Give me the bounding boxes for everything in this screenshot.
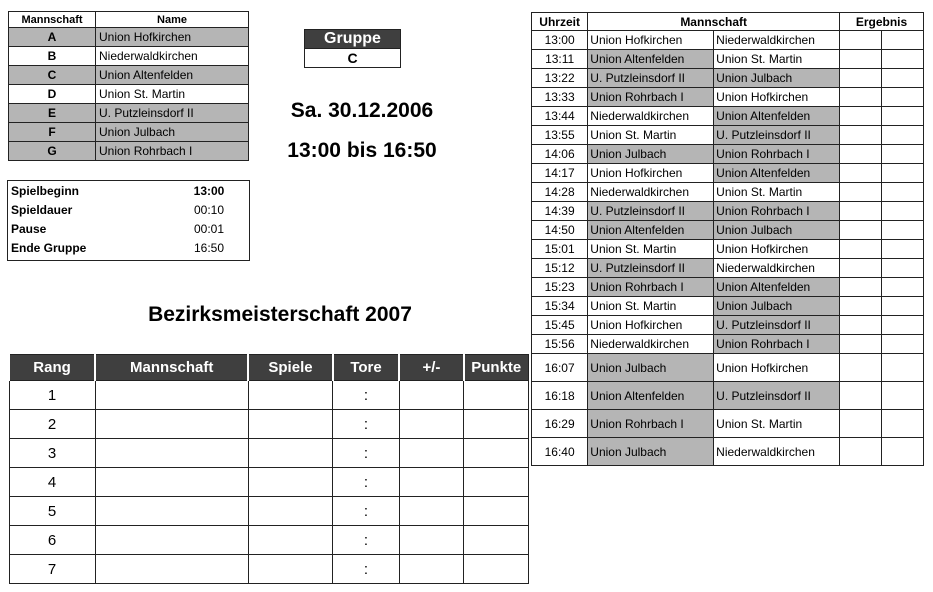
match-result-home — [840, 202, 882, 221]
match-home-team: Union Rohrbach I — [588, 278, 714, 297]
info-label: Ende Gruppe — [11, 240, 87, 255]
group-label: Gruppe — [305, 30, 401, 49]
standings-games — [248, 468, 332, 497]
schedule-row — [532, 259, 924, 278]
standings-goals: : — [333, 497, 400, 526]
match-result-away — [881, 31, 923, 50]
team-row — [9, 85, 249, 104]
schedule-row — [532, 354, 924, 382]
match-away-team: Union Julbach — [714, 69, 840, 88]
standings-team — [95, 497, 248, 526]
match-result-home — [840, 240, 882, 259]
match-home-team: Union Altenfelden — [588, 382, 714, 410]
match-away-team: Union Julbach — [714, 221, 840, 240]
team-name: U. Putzleinsdorf II — [96, 104, 249, 123]
match-away-team: Union Rohrbach I — [714, 145, 840, 164]
standings-row — [9, 526, 529, 555]
schedule-header-result: Ergebnis — [840, 13, 924, 31]
match-away-team: U. Putzleinsdorf II — [714, 382, 840, 410]
match-result-home — [840, 31, 882, 50]
match-result-away — [881, 410, 923, 438]
teams-header-row — [9, 12, 249, 28]
match-time: 13:33 — [532, 88, 588, 107]
match-home-team: Union Rohrbach I — [588, 410, 714, 438]
standings-diff — [399, 410, 463, 439]
standings-goals: : — [333, 468, 400, 497]
schedule-row — [532, 107, 924, 126]
match-result-away — [881, 221, 923, 240]
match-result-home — [840, 164, 882, 183]
standings-goals: : — [333, 555, 400, 584]
standings-diff — [399, 497, 463, 526]
match-time: 13:00 — [532, 31, 588, 50]
event-time-range: 13:00 bis 16:50 — [287, 139, 437, 162]
info-row — [8, 219, 249, 238]
standings-team — [95, 439, 248, 468]
match-time: 16:40 — [532, 438, 588, 466]
match-home-team: Union Hofkirchen — [588, 31, 714, 50]
info-label: Spieldauer — [11, 202, 73, 217]
schedule-row — [532, 126, 924, 145]
standings-header-row — [9, 355, 529, 381]
match-home-team: Niederwaldkirchen — [588, 183, 714, 202]
match-away-team: Union St. Martin — [714, 183, 840, 202]
match-time: 15:01 — [532, 240, 588, 259]
match-home-team: Union Julbach — [588, 145, 714, 164]
match-result-home — [840, 183, 882, 202]
teams-header-name: Name — [96, 12, 249, 28]
info-table — [8, 181, 249, 257]
schedule-row — [532, 335, 924, 354]
standings-points — [464, 555, 529, 584]
match-away-team: Union St. Martin — [714, 410, 840, 438]
schedule-row — [532, 297, 924, 316]
info-value: 13:00 — [193, 183, 225, 198]
schedule-row — [532, 50, 924, 69]
match-result-home — [840, 221, 882, 240]
match-home-team: Niederwaldkirchen — [588, 107, 714, 126]
match-result-home — [840, 354, 882, 382]
match-away-team: Union Rohrbach I — [714, 335, 840, 354]
info-value: 16:50 — [193, 240, 225, 255]
standings-rank: 1 — [9, 381, 95, 410]
match-result-away — [881, 278, 923, 297]
schedule-row — [532, 145, 924, 164]
match-result-home — [840, 126, 882, 145]
team-name: Union Julbach — [96, 123, 249, 142]
event-date: Sa. 30.12.2006 — [290, 99, 434, 122]
standings-row — [9, 497, 529, 526]
standings-goals: : — [333, 381, 400, 410]
schedule-header-team: Mannschaft — [588, 13, 840, 31]
match-home-team: Niederwaldkirchen — [588, 335, 714, 354]
info-value: 00:01 — [193, 221, 225, 236]
schedule-row — [532, 240, 924, 259]
schedule-body — [532, 31, 924, 466]
match-home-team: Union Hofkirchen — [588, 164, 714, 183]
standings-row — [9, 555, 529, 584]
match-result-home — [840, 438, 882, 466]
match-away-team: U. Putzleinsdorf II — [714, 316, 840, 335]
team-name: Niederwaldkirchen — [96, 47, 249, 66]
schedule-row — [532, 183, 924, 202]
match-away-team: Union Hofkirchen — [714, 240, 840, 259]
teams-header-letter: Mannschaft — [9, 12, 96, 28]
match-time: 15:23 — [532, 278, 588, 297]
standings-games — [248, 381, 332, 410]
standings-row — [9, 468, 529, 497]
match-result-away — [881, 88, 923, 107]
match-away-team: Union Rohrbach I — [714, 202, 840, 221]
match-result-away — [881, 297, 923, 316]
match-result-home — [840, 88, 882, 107]
team-row — [9, 104, 249, 123]
schedule-row — [532, 316, 924, 335]
schedule-row — [532, 88, 924, 107]
standings-team — [95, 410, 248, 439]
team-letter: G — [9, 142, 96, 161]
standings-team — [95, 526, 248, 555]
match-home-team: U. Putzleinsdorf II — [588, 259, 714, 278]
group-value: C — [305, 49, 401, 68]
match-result-away — [881, 335, 923, 354]
standings-header-team: Mannschaft — [95, 355, 248, 381]
standings-rank: 6 — [9, 526, 95, 555]
match-time: 15:12 — [532, 259, 588, 278]
team-name: Union Hofkirchen — [96, 28, 249, 47]
teams-table — [8, 11, 249, 161]
match-result-away — [881, 259, 923, 278]
standings-team — [95, 555, 248, 584]
match-time: 14:06 — [532, 145, 588, 164]
team-row — [9, 123, 249, 142]
info-row — [8, 181, 249, 200]
match-result-home — [840, 69, 882, 88]
match-time: 14:17 — [532, 164, 588, 183]
standings-row — [9, 410, 529, 439]
standings-team — [95, 381, 248, 410]
standings-points — [464, 381, 529, 410]
match-time: 13:22 — [532, 69, 588, 88]
standings-points — [464, 468, 529, 497]
standings-table — [8, 354, 529, 584]
match-home-team: Union Rohrbach I — [588, 88, 714, 107]
schedule-row — [532, 69, 924, 88]
standings-goals: : — [333, 439, 400, 468]
match-time: 13:55 — [532, 126, 588, 145]
schedule-row — [532, 164, 924, 183]
match-away-team: Niederwaldkirchen — [714, 438, 840, 466]
team-name: Union St. Martin — [96, 85, 249, 104]
match-time: 14:50 — [532, 221, 588, 240]
team-row — [9, 28, 249, 47]
match-away-team: U. Putzleinsdorf II — [714, 126, 840, 145]
match-result-home — [840, 335, 882, 354]
match-result-away — [881, 50, 923, 69]
standings-row — [9, 381, 529, 410]
team-letter: C — [9, 66, 96, 85]
standings-points — [464, 497, 529, 526]
match-time: 15:45 — [532, 316, 588, 335]
page-title: Bezirksmeisterschaft 2007 — [148, 303, 412, 326]
match-result-away — [881, 145, 923, 164]
match-result-home — [840, 297, 882, 316]
standings-body — [9, 381, 529, 584]
team-letter: A — [9, 28, 96, 47]
match-time: 15:56 — [532, 335, 588, 354]
standings-rank: 5 — [9, 497, 95, 526]
standings-goals: : — [333, 526, 400, 555]
team-row — [9, 66, 249, 85]
schedule-row — [532, 278, 924, 297]
team-row — [9, 142, 249, 161]
team-name: Union Rohrbach I — [96, 142, 249, 161]
team-name: Union Altenfelden — [96, 66, 249, 85]
standings-header-rank: Rang — [9, 355, 95, 381]
standings-rank: 2 — [9, 410, 95, 439]
schedule-row — [532, 410, 924, 438]
standings-games — [248, 410, 332, 439]
match-result-home — [840, 410, 882, 438]
match-result-away — [881, 126, 923, 145]
schedule-table — [531, 12, 924, 466]
match-time: 16:29 — [532, 410, 588, 438]
match-result-away — [881, 382, 923, 410]
match-result-home — [840, 50, 882, 69]
team-letter: B — [9, 47, 96, 66]
standings-diff — [399, 468, 463, 497]
schedule-row — [532, 31, 924, 50]
match-time: 16:07 — [532, 354, 588, 382]
match-home-team: Union St. Martin — [588, 297, 714, 316]
match-away-team: Union Altenfelden — [714, 164, 840, 183]
match-away-team: Union Altenfelden — [714, 278, 840, 297]
info-label: Pause — [11, 221, 47, 236]
match-result-away — [881, 354, 923, 382]
standings-row — [9, 439, 529, 468]
schedule-row — [532, 202, 924, 221]
schedule-header-time: Uhrzeit — [532, 13, 588, 31]
info-row — [8, 200, 249, 219]
match-result-home — [840, 259, 882, 278]
match-result-away — [881, 438, 923, 466]
match-result-home — [840, 145, 882, 164]
standings-games — [248, 555, 332, 584]
standings-diff — [399, 381, 463, 410]
match-away-team: Union Hofkirchen — [714, 354, 840, 382]
standings-diff — [399, 555, 463, 584]
standings-games — [248, 526, 332, 555]
schedule-row — [532, 438, 924, 466]
match-time: 16:18 — [532, 382, 588, 410]
match-away-team: Niederwaldkirchen — [714, 31, 840, 50]
standings-rank: 3 — [9, 439, 95, 468]
match-home-team: Union Julbach — [588, 354, 714, 382]
match-home-team: Union Hofkirchen — [588, 316, 714, 335]
match-time: 14:28 — [532, 183, 588, 202]
group-box — [304, 29, 401, 68]
match-result-home — [840, 107, 882, 126]
match-result-away — [881, 202, 923, 221]
info-row — [8, 238, 249, 257]
standings-points — [464, 439, 529, 468]
standings-header-goals: Tore — [333, 355, 400, 381]
match-home-team: U. Putzleinsdorf II — [588, 202, 714, 221]
match-away-team: Union Altenfelden — [714, 107, 840, 126]
team-letter: F — [9, 123, 96, 142]
schedule-row — [532, 382, 924, 410]
match-time: 15:34 — [532, 297, 588, 316]
standings-points — [464, 410, 529, 439]
match-result-away — [881, 107, 923, 126]
match-away-team: Union Hofkirchen — [714, 88, 840, 107]
match-time: 13:44 — [532, 107, 588, 126]
match-away-team: Union St. Martin — [714, 50, 840, 69]
standings-header-games: Spiele — [248, 355, 332, 381]
match-result-home — [840, 278, 882, 297]
match-away-team: Niederwaldkirchen — [714, 259, 840, 278]
match-home-team: Union St. Martin — [588, 240, 714, 259]
info-label: Spielbeginn — [11, 183, 80, 198]
standings-diff — [399, 439, 463, 468]
standings-header-diff: +/- — [399, 355, 463, 381]
match-result-home — [840, 316, 882, 335]
standings-rank: 7 — [9, 555, 95, 584]
standings-games — [248, 439, 332, 468]
standings-team — [95, 468, 248, 497]
match-result-away — [881, 316, 923, 335]
standings-points — [464, 526, 529, 555]
match-result-away — [881, 69, 923, 88]
standings-rank: 4 — [9, 468, 95, 497]
match-away-team: Union Julbach — [714, 297, 840, 316]
match-home-team: Union St. Martin — [588, 126, 714, 145]
standings-goals: : — [333, 410, 400, 439]
match-time: 13:11 — [532, 50, 588, 69]
schedule-header-row — [532, 13, 924, 31]
match-home-team: Union Altenfelden — [588, 221, 714, 240]
standings-header-points: Punkte — [464, 355, 529, 381]
match-result-home — [840, 382, 882, 410]
match-result-away — [881, 164, 923, 183]
team-letter: E — [9, 104, 96, 123]
team-letter: D — [9, 85, 96, 104]
info-value: 00:10 — [193, 202, 225, 217]
team-row — [9, 47, 249, 66]
match-home-team: Union Julbach — [588, 438, 714, 466]
match-home-team: Union Altenfelden — [588, 50, 714, 69]
match-result-away — [881, 240, 923, 259]
match-home-team: U. Putzleinsdorf II — [588, 69, 714, 88]
schedule-row — [532, 221, 924, 240]
standings-games — [248, 497, 332, 526]
standings-diff — [399, 526, 463, 555]
match-time: 14:39 — [532, 202, 588, 221]
match-result-away — [881, 183, 923, 202]
